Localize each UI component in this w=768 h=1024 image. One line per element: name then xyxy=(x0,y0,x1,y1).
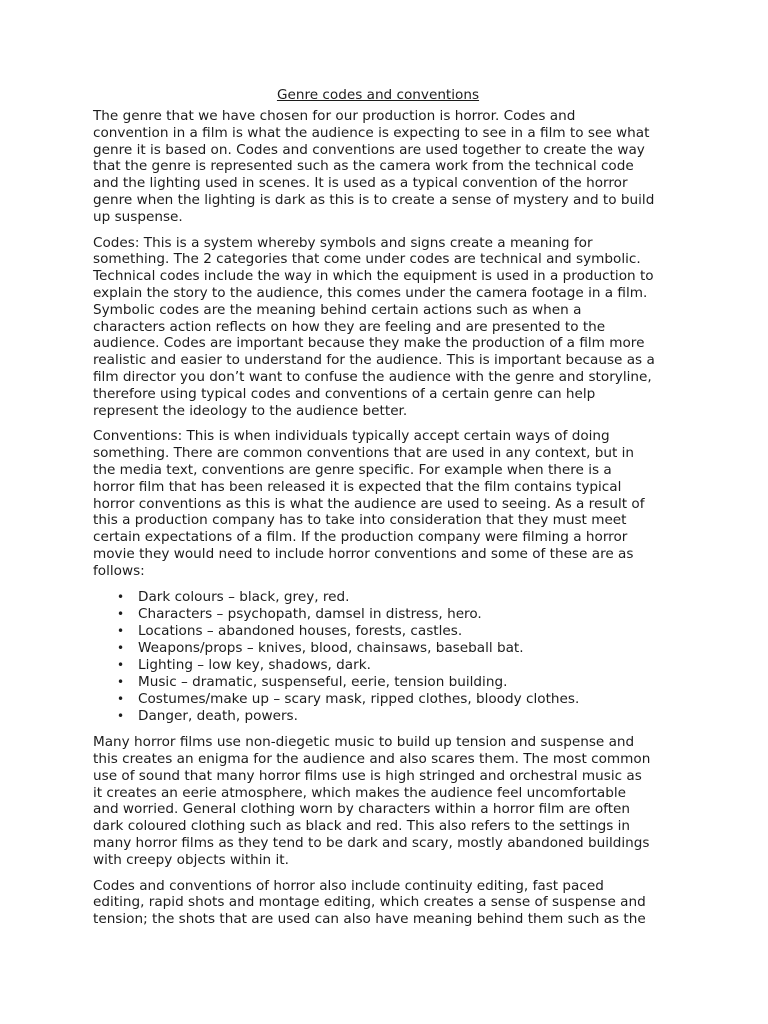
list-item xyxy=(93,691,655,708)
bullet-icon: • xyxy=(117,709,125,724)
bullet-icon: • xyxy=(117,623,125,638)
bullet-icon: • xyxy=(117,589,125,604)
list-item-text: Locations – abandoned houses, forests, castles. xyxy=(138,622,463,639)
list-item xyxy=(93,657,655,674)
paragraph-conventions: Conventions: This is when individuals typically accept certain ways of doing something. There are common conventions that are used in any context, but in the media text, conventions are genre specific. For example when there is a horror film that has been released it is expected that the film contains typical horror conventions as this is what the audience are used to seeing. As a result of this a production company has to take into consideration that they must meet certain expectations of a film. If the production company were filming a horror movie they would need to include horror conventions and some of these are as follows: xyxy=(93,428,645,579)
list-item-text: Danger, death, powers. xyxy=(138,708,298,725)
list-item-text: Lighting – low key, shadows, dark. xyxy=(138,656,371,673)
bullet-icon: • xyxy=(117,657,125,672)
list-item-text: Weapons/props – knives, blood, chainsaws, baseball bat. xyxy=(138,639,524,656)
bullet-icon: • xyxy=(117,606,125,621)
paragraph-codes: Codes: This is a system whereby symbols and signs create a meaning for something. The 2 categories that come under codes are technical and symbolic. Technical codes include the way in which the equipment is used in a production to explain the story to the audience, this comes under the camera footage in a film. Symbolic codes are the meaning behind certain actions such as when a characters action reflects on how they are feeling and are presented to the audience. Codes are important because they make the production of a film more realistic and easier to understand for the audience. This is important because as a film director you don’t want to confuse the audience with the genre and storyline, therefore using typical codes and conventions of a certain genre can help represent the ideology to the audience better. xyxy=(93,234,655,419)
list-item xyxy=(93,623,655,640)
paragraph-editing: Codes and conventions of horror also include continuity editing, fast paced editing, rapid shots and montage editing, which creates a sense of suspense and tension; the shots that are used can also have meaning behind them such as the xyxy=(93,877,646,928)
bullet-icon: • xyxy=(117,692,125,707)
list-item xyxy=(93,606,655,623)
document-body xyxy=(93,87,655,937)
bullet-icon: • xyxy=(117,674,125,689)
list-item xyxy=(93,640,655,657)
document-title: Genre codes and conventions xyxy=(276,87,480,103)
paragraph-genre-intro: The genre that we have chosen for our production is horror. Codes and convention in a film is what the audience is expecting to see in a film to see what genre it is based on. Codes and conventions are used together to create the way that the genre is represented such as the camera work from the technical code and the lighting used in scenes. It is used as a typical convention of the horror genre when the lighting is dark as this is to create a sense of mystery and to build up suspense. xyxy=(93,108,655,225)
list-item xyxy=(93,589,655,606)
list-item-text: Dark colours – black, grey, red. xyxy=(138,588,350,605)
list-item-text: Costumes/make up – scary mask, ripped clothes, bloody clothes. xyxy=(138,691,580,708)
list-item-text: Music – dramatic, suspenseful, eerie, tension building. xyxy=(138,673,508,690)
list-item xyxy=(93,674,655,691)
list-item xyxy=(93,708,655,725)
conventions-list xyxy=(93,589,655,726)
list-item-text: Characters – psychopath, damsel in distress, hero. xyxy=(138,605,482,622)
bullet-icon: • xyxy=(117,640,125,655)
paragraph-music-clothing: Many horror films use non-diegetic music to build up tension and suspense and this creates an enigma for the audience and also scares them. The most common use of sound that many horror films use is high stringed and orchestral music as it creates an eerie atmosphere, which makes the audience feel uncomfortable and worried. General clothing worn by characters within a horror film are often dark coloured clothing such as black and red. This also refers to the settings in many horror films as they tend to be dark and scary, mostly abandoned buildings with creepy objects within it. xyxy=(93,734,651,868)
